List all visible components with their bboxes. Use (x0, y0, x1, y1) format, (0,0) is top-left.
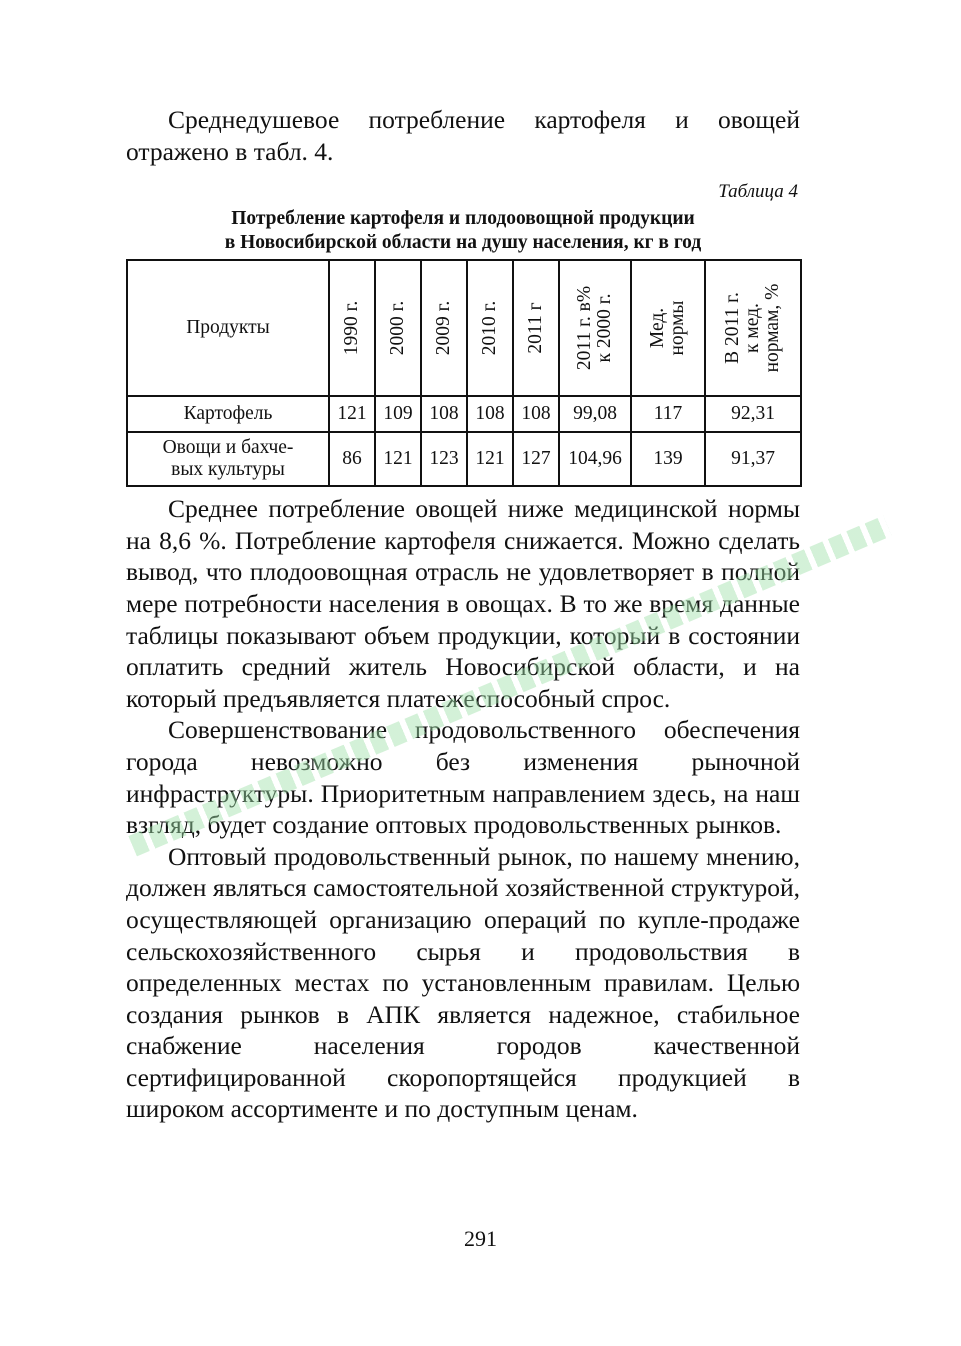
header-ratio-line-1: 2011 г. в% (574, 286, 595, 371)
header-ratio-text (575, 286, 615, 370)
cell-percent: 92,31 (705, 396, 801, 432)
paragraph-2: Совершенствование продовольственного обеспечения города невозможно без изменения рыночной инфраструктуры. Приоритетным направлением здесь, на наш взгляд, будет создание оптовых продовольственных рынков. (126, 715, 800, 840)
cell-2011: 108 (513, 396, 559, 432)
table-row (127, 396, 801, 432)
header-norm (631, 260, 705, 396)
header-2009-text: 2009 г. (433, 300, 454, 356)
header-percent-line-3: нормам, % (762, 283, 783, 373)
cell-norm: 117 (631, 396, 705, 432)
cell-percent: 91,37 (705, 432, 801, 486)
header-1990 (329, 260, 375, 396)
header-2010-text: 2010 г. (479, 300, 500, 356)
intro-paragraph: Среднедушевое потребление картофеля и овощей отражено в табл. 4. (126, 105, 800, 166)
header-1990-text: 1990 г. (341, 300, 362, 356)
row-name-line-1: Овощи и бахче- (162, 437, 294, 459)
row-name: Картофель (127, 396, 329, 432)
header-ratio-line-2: к 2000 г. (594, 293, 615, 363)
cell-1990: 86 (329, 432, 375, 486)
header-2009 (421, 260, 467, 396)
table-title-line-2: в Новосибирской области на душу населения, кг в год (224, 232, 702, 254)
header-percent-line-2: к мед. (742, 303, 763, 354)
header-norm-text (648, 301, 688, 356)
cell-2010: 108 (467, 396, 513, 432)
cell-1990: 121 (329, 396, 375, 432)
header-norm-line-2: нормы (667, 300, 688, 356)
header-percent-text (723, 284, 783, 373)
cell-ratio: 99,08 (559, 396, 631, 432)
cell-2011: 127 (513, 432, 559, 486)
header-2000 (375, 260, 421, 396)
header-percent-line-1: В 2011 г. (722, 292, 743, 365)
table-title-line-1: Потребление картофеля и плодоовощной продукции (231, 208, 695, 230)
header-2011 (513, 260, 559, 396)
header-norm-line-1: Мед. (647, 308, 668, 349)
cell-2010: 121 (467, 432, 513, 486)
table-label: Таблица 4 (718, 181, 798, 203)
table-title (126, 207, 800, 255)
cell-2000: 121 (375, 432, 421, 486)
header-ratio (559, 260, 631, 396)
page-content (126, 104, 800, 1125)
header-products: Продукты (127, 260, 329, 396)
table-row (127, 432, 801, 486)
header-2000-text: 2000 г. (387, 300, 408, 356)
page-number: 291 (464, 1226, 497, 1251)
cell-ratio: 104,96 (559, 432, 631, 486)
cell-2009: 108 (421, 396, 467, 432)
row-name-line-2: вых культуры (171, 459, 285, 481)
cell-norm: 139 (631, 432, 705, 486)
paragraph-1: Среднее потребление овощей ниже медицинской нормы на 8,6 %. Потребление картофеля снижается. Можно сделать вывод, что плодоовощная отрасль не удовлетворяет в полной мере потребности населения в овощах. В то же время данные таблицы показывают объем продукции, который в состоянии оплатить средний житель Новосибирской области, и на который предъявляется платежеспособный спрос. (126, 494, 800, 713)
consumption-table (126, 259, 802, 487)
header-percent (705, 260, 801, 396)
paragraph-3: Оптовый продовольственный рынок, по нашему мнению, должен являться самостоятельной хозяйственной структурой, осуществляющей организацию операций по купле-продаже сельскохозяйственного сырья и продовольствия в определенных местах по установленным правилам. Целью создания рынков в АПК является надежное, стабильное снабжение населения городов качественной сертифицированной скоропортящейся продукцией в широком ассортименте и по доступным ценам. (126, 841, 800, 1124)
header-2011-text: 2011 г (525, 302, 546, 354)
cell-2000: 109 (375, 396, 421, 432)
cell-2009: 123 (421, 432, 467, 486)
row-name (127, 432, 329, 486)
table-header-row (127, 260, 801, 396)
header-2010 (467, 260, 513, 396)
